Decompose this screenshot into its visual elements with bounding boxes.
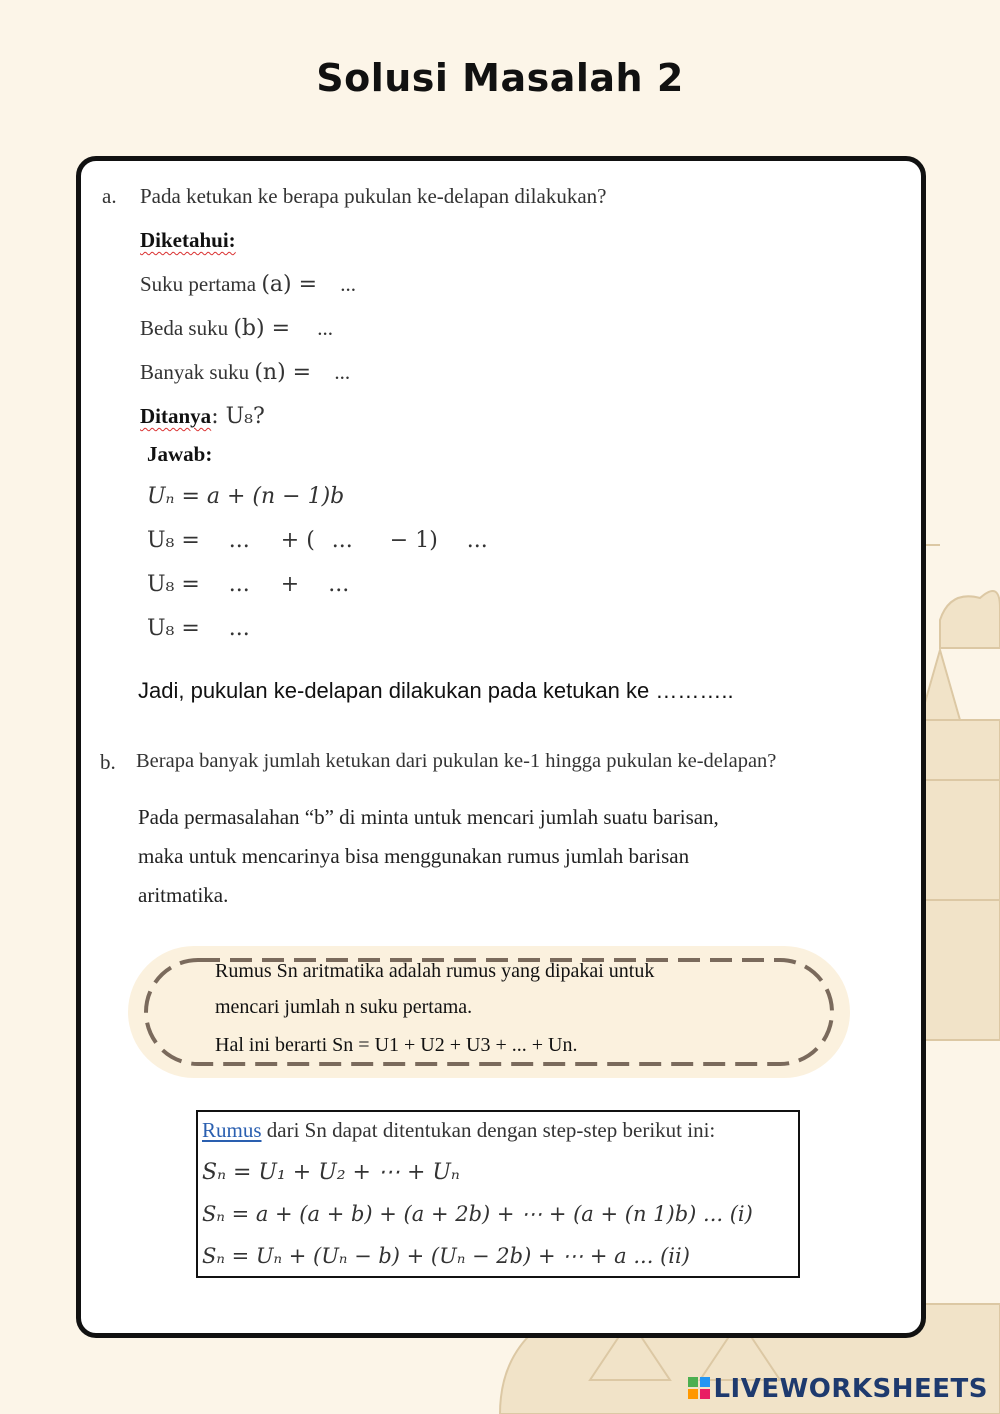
formula-box-intro bbox=[202, 1118, 715, 1143]
step1-op1: + ( bbox=[280, 528, 315, 553]
formula-eq-3: Sₙ = Uₙ + (Uₙ − b) + (Uₙ − 2b) + ⋯ + a ... (ii) bbox=[202, 1244, 690, 1268]
part-b-marker: b. bbox=[100, 750, 116, 774]
suku-pertama-blank[interactable]: ... bbox=[340, 272, 357, 296]
paragraph-line-1: Pada permasalahan “b” di minta untuk mencari jumlah suatu barisan, bbox=[138, 805, 719, 829]
step2-lhs: U₈ = bbox=[147, 572, 200, 597]
paragraph-line-2: maka untuk mencarinya bisa menggunakan rumus jumlah barisan bbox=[138, 844, 690, 868]
formula-eq-2: Sₙ = a + (a + b) + (a + 2b) + ⋯ + (a + (n 1)b) ... (i) bbox=[202, 1202, 753, 1226]
ditanya-label: Ditanya bbox=[140, 404, 212, 428]
suku-pertama-label: Suku pertama bbox=[140, 272, 257, 296]
suku-pertama-row bbox=[140, 272, 356, 297]
step1-blank-3[interactable]: ... bbox=[466, 528, 488, 553]
part-a-conclusion: Jadi, pukulan ke-delapan dilakukan pada ketukan ke ……….. bbox=[138, 678, 734, 703]
rumus-link[interactable]: Rumus bbox=[202, 1118, 262, 1142]
step3-blank-1[interactable]: ... bbox=[228, 616, 250, 641]
step2-op: + bbox=[280, 572, 300, 597]
note-line-3: Hal ini berarti Sn = U1 + U2 + U3 + ... + Un. bbox=[215, 1034, 578, 1056]
step2-blank-1[interactable]: ... bbox=[228, 572, 250, 597]
formula-un: Uₙ = a + (n − 1)b bbox=[147, 484, 345, 509]
step1-op2: − 1) bbox=[389, 528, 438, 553]
beda-suku-symbol: (b) = bbox=[233, 316, 291, 341]
banyak-suku-blank[interactable]: ... bbox=[334, 360, 351, 384]
beda-suku-row bbox=[140, 316, 333, 341]
step2-blank-2[interactable]: ... bbox=[328, 572, 350, 597]
step1-blank-2[interactable]: ... bbox=[331, 528, 353, 553]
diketahui-label: Diketahui: bbox=[140, 228, 236, 252]
step1-blank-1[interactable]: ... bbox=[228, 528, 250, 553]
step3-row bbox=[147, 616, 250, 641]
part-b-paragraph bbox=[138, 798, 719, 915]
part-b-question: Berapa banyak jumlah ketukan dari pukulan ke-1 hingga pukulan ke-delapan? bbox=[136, 750, 777, 772]
step1-row bbox=[147, 528, 488, 553]
formula-box-intro-text: dari Sn dapat ditentukan dengan step-step berikut ini: bbox=[261, 1118, 716, 1142]
banyak-suku-label: Banyak suku bbox=[140, 360, 250, 384]
beda-suku-blank[interactable]: ... bbox=[317, 316, 334, 340]
formula-eq-1: Sₙ = U₁ + U₂ + ⋯ + Uₙ bbox=[202, 1160, 460, 1185]
part-a-marker: a. bbox=[102, 184, 117, 208]
watermark-text: LIVEWORKSHEETS bbox=[713, 1374, 988, 1404]
note-line-1: Rumus Sn aritmatika adalah rumus yang dipakai untuk bbox=[215, 960, 655, 982]
step1-lhs: U₈ = bbox=[147, 528, 200, 553]
paragraph-line-3: aritmatika. bbox=[138, 883, 229, 907]
part-a-question: Pada ketukan ke berapa pukulan ke-delapan dilakukan? bbox=[140, 184, 607, 208]
jawab-label: Jawab: bbox=[147, 442, 213, 466]
suku-pertama-symbol: (a) = bbox=[261, 272, 318, 297]
banyak-suku-row bbox=[140, 360, 350, 385]
liveworksheets-logo-icon bbox=[688, 1377, 710, 1399]
ditanya-value: : U₈? bbox=[211, 404, 265, 429]
beda-suku-label: Beda suku bbox=[140, 316, 229, 340]
ditanya-row bbox=[140, 404, 265, 429]
banyak-suku-symbol: (n) = bbox=[254, 360, 312, 385]
note-line-2: mencari jumlah n suku pertama. bbox=[215, 996, 473, 1018]
liveworksheets-watermark bbox=[688, 1374, 988, 1404]
step2-row bbox=[147, 572, 349, 597]
page-title: Solusi Masalah 2 bbox=[316, 56, 684, 100]
step3-lhs: U₈ = bbox=[147, 616, 200, 641]
